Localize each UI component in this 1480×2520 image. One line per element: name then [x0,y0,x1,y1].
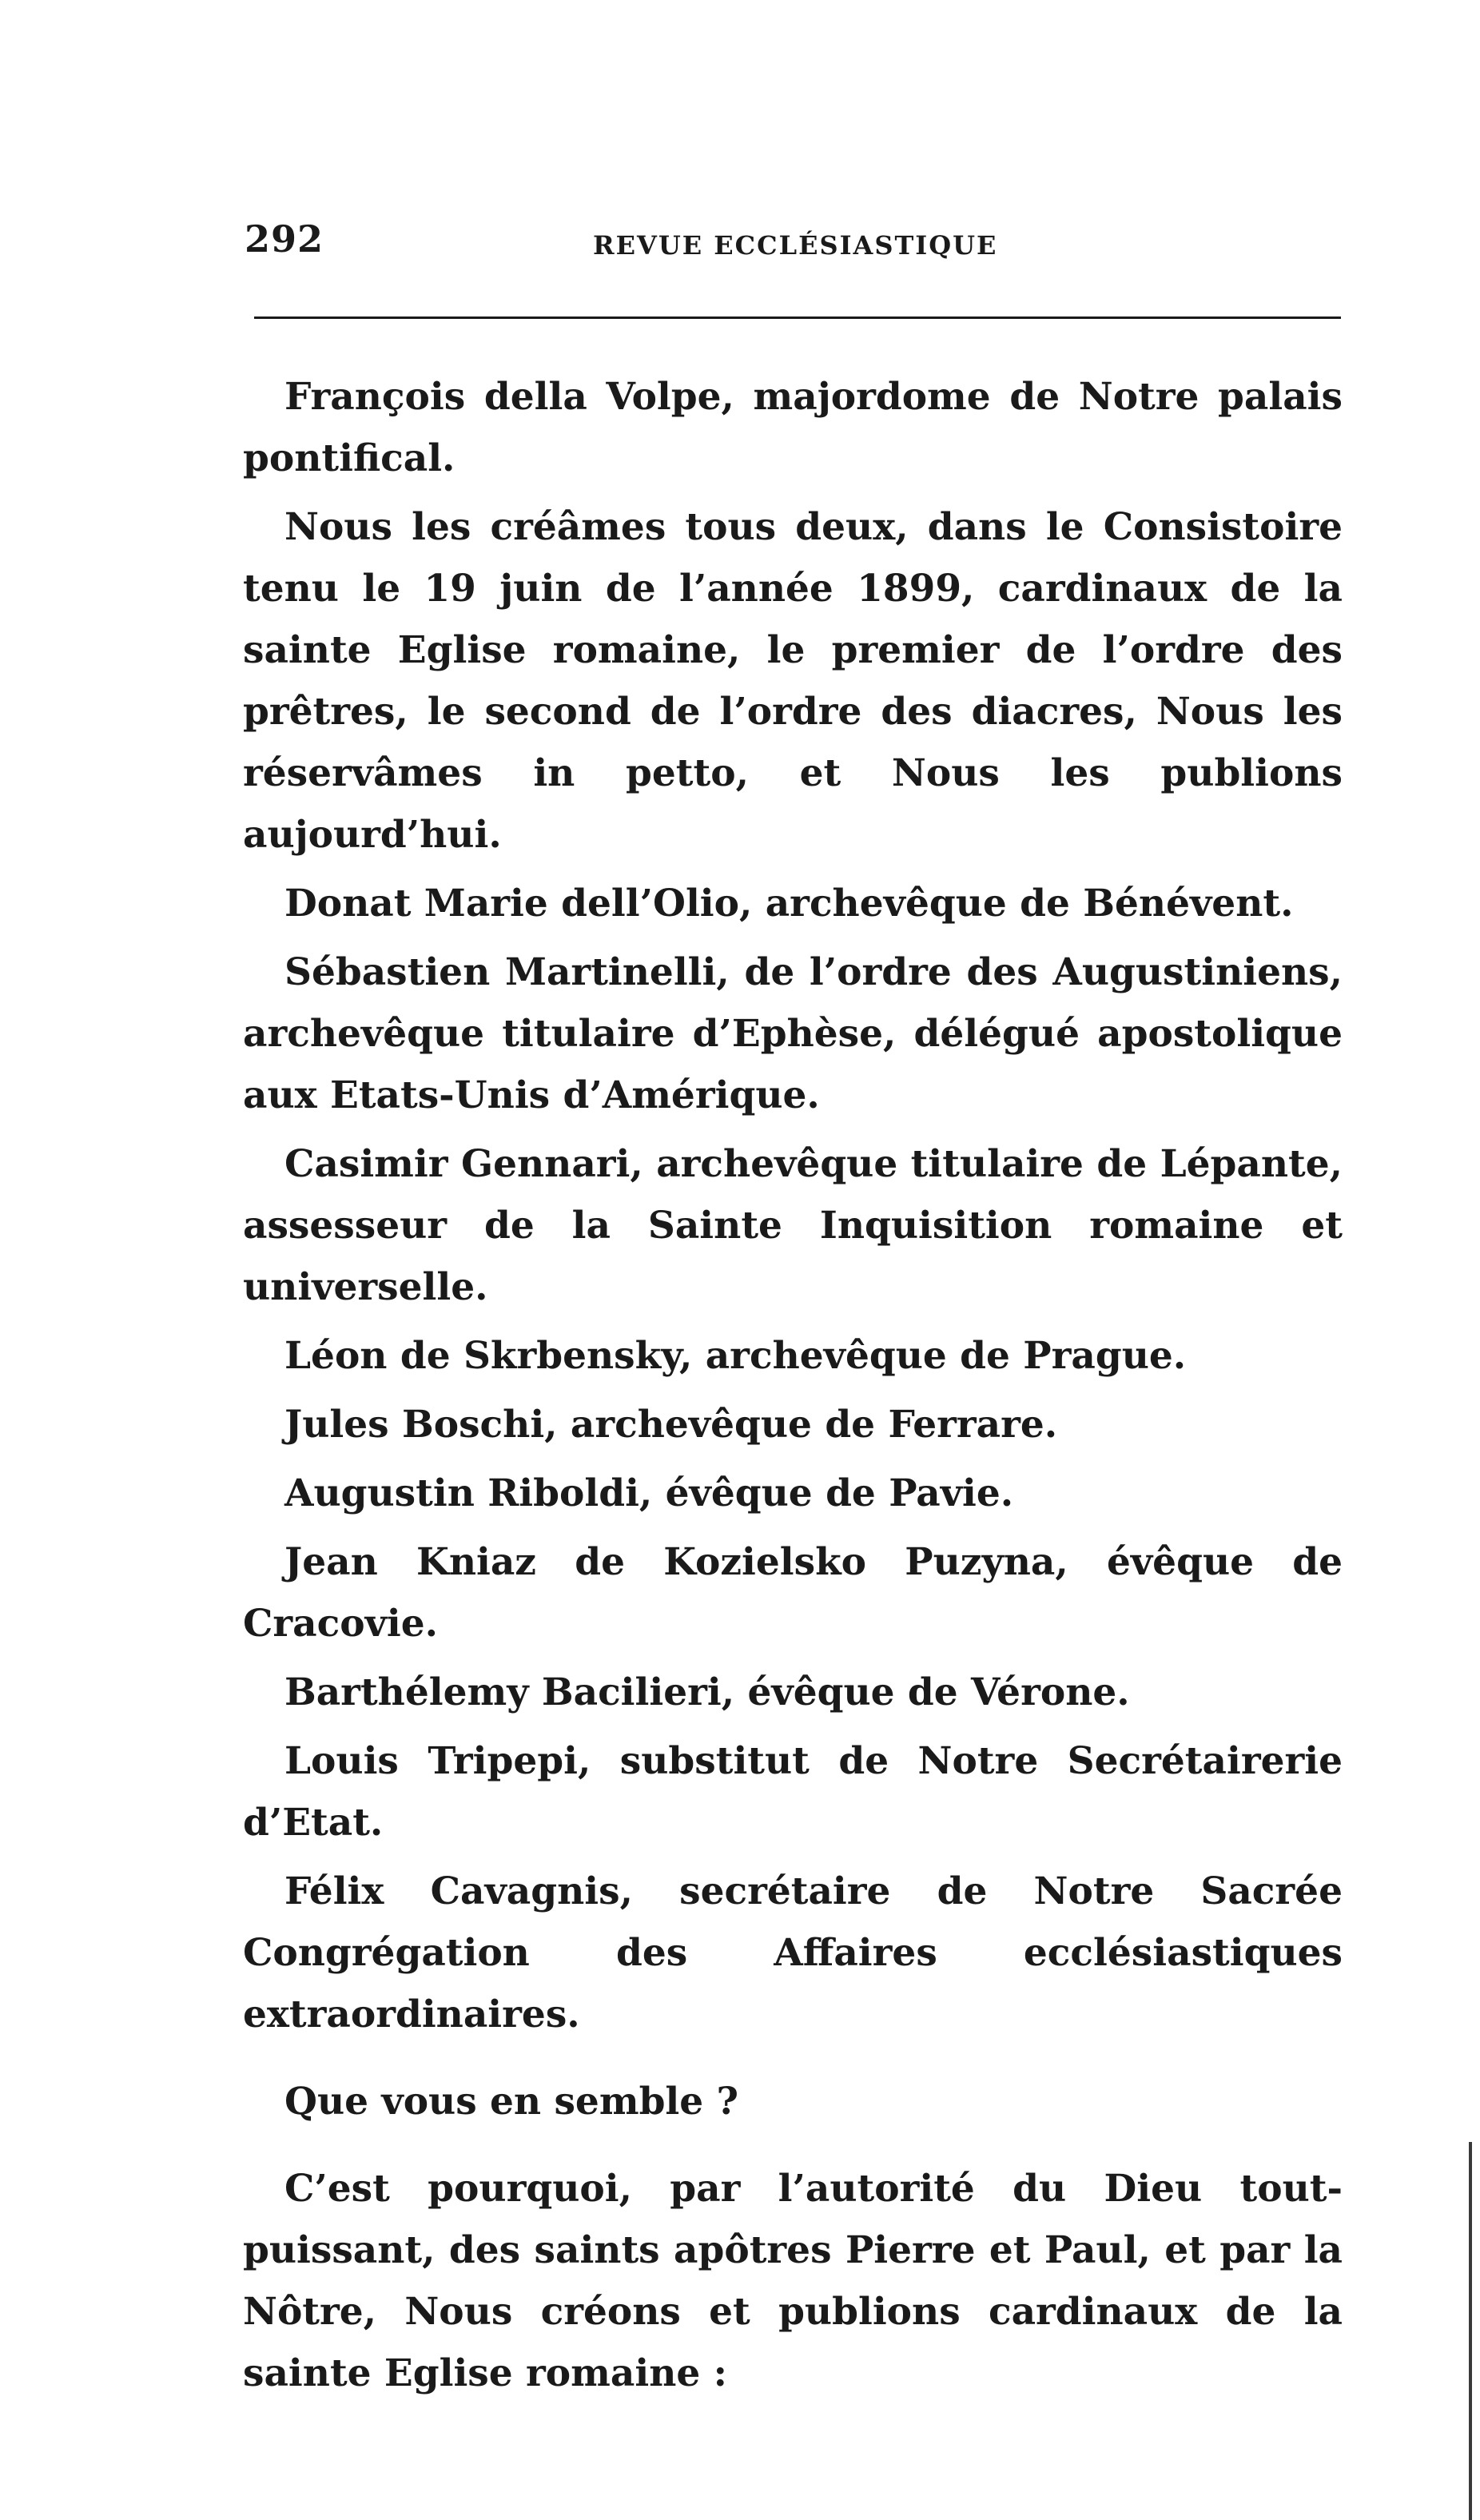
paragraph: François della Volpe, majordome de Notre palais pontifical. [243,375,1343,480]
body-text [243,366,1343,2411]
page-edge-line [1469,2142,1472,2520]
header-rule [254,316,1341,319]
paragraph: Félix Cavagnis, secrétaire de Notre Sacrée Congrégation des Affaires ecclésiastiques extraordinaires. [243,1869,1343,2036]
paragraph: Jean Kniaz de Kozielsko Puzyna, évêque de Cracovie. [243,1540,1343,1646]
page-number: 292 [245,217,324,261]
paragraph: Jules Boschi, archevêque de Ferrare. [284,1403,1058,1447]
paragraph: Donat Marie dell’Olio, archevêque de Bénévent. [284,882,1294,926]
paragraph: Casimir Gennari, archevêque titulaire de Lépante, assesseur de la Sainte Inquisition romaine et universelle. [243,1142,1343,1309]
paragraph: Léon de Skrbensky, archevêque de Prague. [284,1334,1187,1378]
paragraph: Barthélemy Bacilieri, évêque de Vérone. [284,1670,1130,1714]
paragraph: Sébastien Martinelli, de l’ordre des Augustiniens, archevêque titulaire d’Ephèse, délégué apostolique aux Etats-Unis d’Amérique. [243,950,1343,1117]
running-title: REVUE ECCLÉSIASTIQUE [593,230,998,261]
paragraph: Que vous en semble ? [284,2080,739,2124]
paragraph: Louis Tripepi, substitut de Notre Secrétairerie d’Etat. [243,1739,1343,1845]
paragraph: Nous les créâmes tous deux, dans le Consistoire tenu le 19 juin de l’année 1899, cardinaux de la sainte Eglise romaine, le premier de l’ordre des prêtres, le second de l’ordre des diacres, Nous les réservâmes in petto, et Nous les publions aujourd’hui. [243,505,1343,857]
paragraph: C’est pourquoi, par l’autorité du Dieu tout-puissant, des saints apôtres Pierre et Paul, et par la Nôtre, Nous créons et publions cardinaux de la sainte Eglise romaine : [243,2167,1343,2395]
paragraph: Augustin Riboldi, évêque de Pavie. [284,1471,1014,1515]
